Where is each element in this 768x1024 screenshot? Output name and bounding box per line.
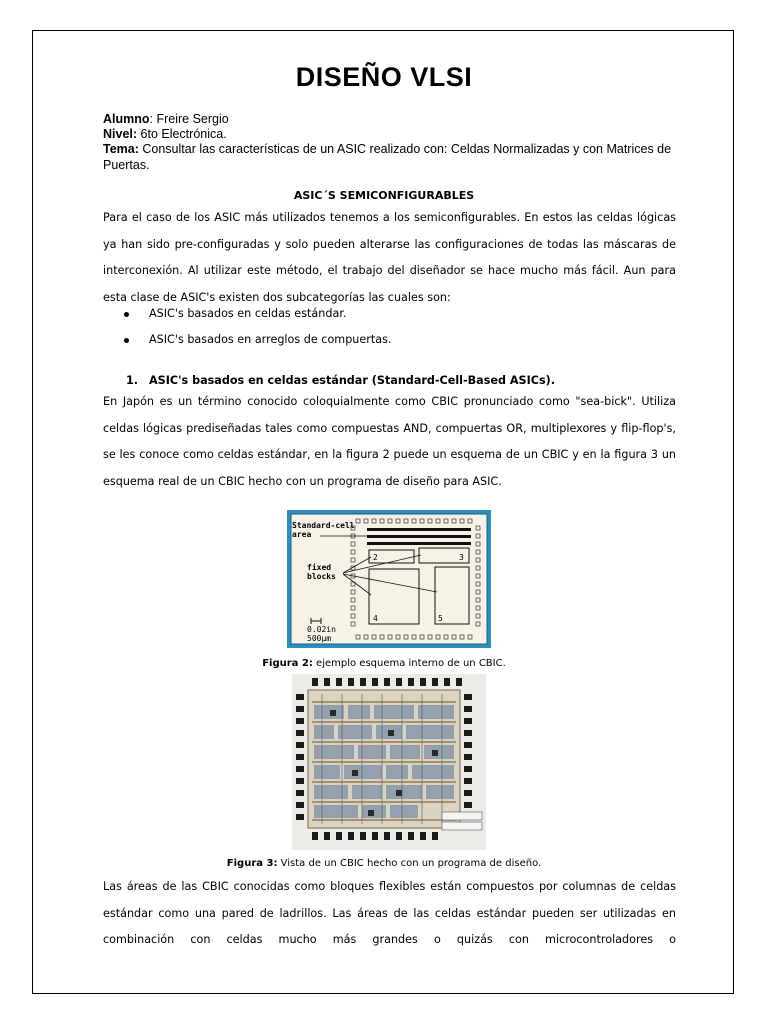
fig2-label-blocks: blocks (307, 572, 336, 581)
nivel-value: 6to Electrónica. (137, 127, 227, 141)
figure-3-caption-text: Vista de un CBIC hecho con un programa de diseño. (277, 858, 542, 869)
fig2-label-5: 5 (438, 614, 443, 623)
figure-2-drawing (287, 510, 491, 648)
paragraph-flexible-blocks: Las áreas de las CBIC conocidas como bloques flexibles están compuestos por columnas de celdas estándar como una pared de ladrillos. Las áreas de las celdas estándar pueden ser utilizadas en combinación con celdas mucho más grandes o quizás con microcontroladores o (103, 880, 676, 947)
fig2-scale-microns: 500μm (307, 634, 332, 643)
meta-nivel (103, 127, 683, 143)
bullet-text: ASIC's basados en arreglos de compuertas. (149, 333, 392, 346)
bullet-dot-icon (124, 312, 129, 317)
fig2-label-4: 4 (373, 614, 378, 623)
bullet-item (124, 301, 392, 327)
figure-3-caption (0, 858, 768, 869)
figure-2-caption-text: ejemplo esquema interno de un CBIC. (312, 658, 506, 669)
fig2-label-area: area (292, 530, 312, 539)
figure-3-cbic-layout (292, 674, 486, 850)
figure-2-caption-label: Figura 2: (262, 658, 313, 669)
document-title: DISEÑO VLSI (295, 62, 473, 92)
meta-alumno (103, 112, 683, 128)
figure-2-cbic-schematic (287, 510, 491, 648)
figure-3-drawing (292, 674, 486, 850)
fig2-label-2: 2 (373, 553, 378, 562)
figure-2-caption (0, 658, 768, 669)
fig2-label-3: 3 (459, 553, 464, 562)
tema-label: Tema: (103, 142, 139, 156)
heading-text: ASIC's basados en celdas estándar (Standard-Cell-Based ASICs). (149, 374, 555, 387)
bullet-list (124, 301, 392, 353)
tema-value: Consultar las características de un ASIC realizado con: Celdas Normalizadas y con Matrices de Puertas. (103, 142, 672, 172)
paragraph-intro: Para el caso de los ASIC más utilizados tenemos a los semiconfigurables. En estos las celdas lógicas ya han sido pre-configuradas y solo pueden alterarse las configuraciones de todas las máscaras de interconexión. Al utilizar este método, el trabajo del diseñador se hace mucho más fácil. Aun para esta clase de ASIC's existen dos subcategorías las cuales son: (103, 211, 676, 304)
fig2-label-standard-cell: Standard-cell (292, 521, 355, 530)
meta-tema (103, 142, 678, 173)
nivel-label: Nivel: (103, 127, 138, 141)
alumno-label: Alumno (103, 112, 150, 126)
section-heading: ASIC´S SEMICONFIGURABLES (293, 189, 475, 202)
fig2-label-fixed: fixed (307, 563, 332, 572)
alumno-value: : Freire Sergio (149, 112, 229, 126)
fig2-scale-inches: 0.02in (307, 625, 336, 634)
bullet-text: ASIC's basados en celdas estándar. (149, 307, 347, 320)
heading-number: 1. (126, 374, 139, 387)
bullet-item (124, 327, 392, 353)
numbered-heading (126, 374, 555, 387)
paragraph-cbic: En Japón es un término conocido coloquialmente como CBIC pronunciado como "sea-bick". Utiliza celdas lógicas prediseñadas tales como compuestas AND, compuertas OR, multiplexores y flip-flop's, se les conoce como celdas estándar, en la figura 2 puede un esquema de un CBIC y en la figura 3 un esquema real de un CBIC hecho con un programa de diseño para ASIC. (103, 395, 676, 488)
bullet-dot-icon (124, 338, 129, 343)
figure-3-caption-label: Figura 3: (226, 858, 278, 869)
